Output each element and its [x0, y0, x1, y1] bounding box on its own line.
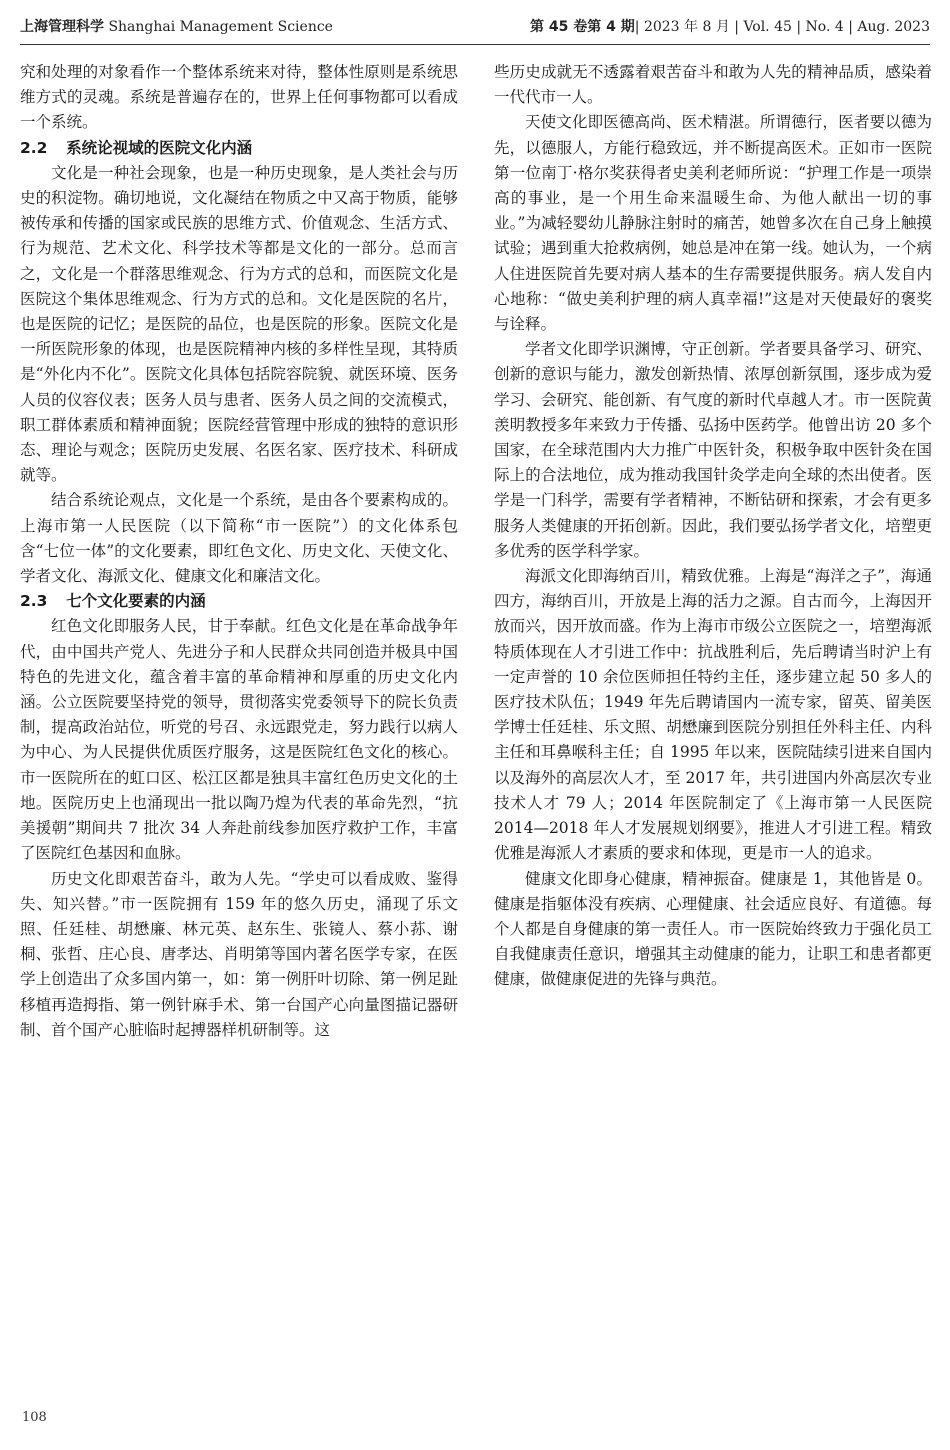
section-number: 2.2: [20, 138, 48, 157]
page-number: 108: [22, 1410, 47, 1425]
paragraph: 天使文化即医德高尚、医术精湛。所谓德行，医者要以德为先，以德服人，方能行稳致远，并不断提高医术。正如市一医院第一位南丁·格尔奖获得者史美利老师所说：“护理工作是一项崇高的事业，是一个用生命来温暖生命、为他人献出一切的事业。”为减轻婴幼儿静脉注射时的痛苦，她曾多次在自己身上触摸试验；遇到重大抢救病例，她总是冲在第一线。她认为，一个病人住进医院首先要对病人基本的生存需要提供服务。病人发自内心地称：“做史美利护理的病人真幸福!”这是对天使最好的褒奖与诠释。: [494, 113, 932, 334]
section-heading-2-2: [20, 136, 458, 161]
journal-name-cn: 上海管理科学: [20, 19, 104, 35]
running-header: [20, 12, 930, 42]
issue-number: 第 45 卷第 4 期: [530, 19, 635, 35]
paragraph: 健康文化即身心健康，精神振奋。健康是 1，其他皆是 0。健康是指躯体没有疾病、心理健康、社会适应良好、有道德。每个人都是自身健康的第一责任人。市一医院始终致力于强化员工自我健康责任意识，增强其主动健康的能力，让职工和患者都更健康，做健康促进的先锋与典范。: [494, 869, 932, 989]
paragraph: 究和处理的对象看作一个整体系统来对待，整体性原则是系统思维方式的灵魂。系统是普遍存在的，世界上任何事物都可以看成一个系统。: [20, 63, 458, 132]
paragraph: 结合系统论观点，文化是一个系统，是由各个要素构成的。上海市第一人民医院（以下简称“市一医院”）的文化体系包含“七位一体”的文化要素，即红色文化、历史文化、天使文化、学者文化、海派文化、健康文化和廉洁文化。: [20, 491, 458, 586]
section-title: 七个文化要素的内涵: [66, 592, 206, 611]
paragraph: 海派文化即海纳百川，精致优雅。上海是“海洋之子”，海通四方，海纳百川，开放是上海的活力之源。自古而今，上海因开放而兴，因开放而盛。作为上海市市级公立医院之一，培塑海派特质体现在人才引进工作中：抗战胜利后，先后聘请当时沪上有一定声誉的 10 余位医师担任特约主任，逐步建立起 50 多人的医疗技术队伍；1949 年先后聘请国内一流专家，留英、留美医学博士任廷桂、乐文照、胡懋廉到医院分别担任外科主任、内科主任和耳鼻喉科主任；自 1995 年以来，医院陆续引进来自国内以及海外的高层次人才，至 2017 年，共引进国内外高层次专业技术人才 79 人；2014 年医院制定了《上海市第一人民医院 2014—2018 年人才发展规划纲要》，推进人才引进工程。精致优雅是海派人才素质的要求和体现，更是市一人的追求。: [494, 567, 932, 863]
section-title: 系统论视域的医院文化内涵: [66, 138, 253, 157]
issue-date: | 2023 年 8 月 | Vol. 45 | No. 4 | Aug. 2023: [634, 19, 930, 35]
left-column: [20, 60, 458, 1043]
header-divider: [20, 44, 930, 45]
journal-name-en: Shanghai Management Science: [108, 19, 333, 35]
journal-title: [20, 12, 333, 42]
paragraph: 红色文化即服务人民，甘于奉献。红色文化是在革命战争年代，由中国共产党人、先进分子和人民群众共同创造并极具中国特色的先进文化，蕴含着丰富的革命精神和厚重的历史文化内涵。公立医院要坚持党的领导，贯彻落实党委领导下的院长负责制，提高政治站位，听党的号召、永远跟党走，努力践行以病人为中心、为人民提供优质医疗服务，这是医院红色文化的核心。市一医院所在的虹口区、松江区都是独具丰富红色历史文化的土地。医院历史上也涌现出一批以陶乃煌为代表的革命先烈，“抗美援朝”期间共 7 批次 34 人奔赴前线参加医疗救护工作，丰富了医院红色基因和血脉。: [20, 617, 458, 863]
paragraph: 学者文化即学识渊博，守正创新。学者要具备学习、研究、创新的意识与能力，激发创新热情、浓厚创新氛围，逐步成为爱学习、会研究、能创新、有气度的新时代卓越人才。市一医院黄羡明教授多年来致力于传播、弘扬中医药学。他曾出访 20 多个国家，在全球范围内大力推广中医针灸，积极争取中医针灸在国际上的合法地位，成为推动我国针灸学走向全球的杰出使者。医学是一门科学，需要有学者精神，不断钻研和探索，才会有更多服务人类健康的开拓创新。因此，我们要弘扬学者文化，培塑更多优秀的医学科学家。: [494, 340, 932, 560]
paragraph: 历史文化即艰苦奋斗，敢为人先。“学史可以看成败、鉴得失、知兴替。”市一医院拥有 159 年的悠久历史，涌现了乐文照、任廷桂、胡懋廉、林元英、赵东生、张镜人、蔡小荪、谢桐、张哲、庄心良、唐孝达、肖明第等国内著名医学专家，在医学上创造出了众多国内第一，如：第一例肝叶切除、第一例足趾移植再造拇指、第一例针麻手术、第一台国产心向量图描记器研制、首个国产心脏临时起搏器样机研制等。这: [20, 869, 458, 1039]
section-heading-2-3: [20, 589, 458, 614]
paragraph: 文化是一种社会现象，也是一种历史现象，是人类社会与历史的积淀物。确切地说，文化凝结在物质之中又高于物质，能够被传承和传播的国家或民族的思维方式、价值观念、生活方式、行为规范、艺术文化、科学技术等都是文化的一部分。总而言之，文化是一个群落思维观念、行为方式的总和，而医院文化是医院这个集体思维观念、行为方式的总和。文化是医院的名片，也是医院的记忆；是医院的品位，也是医院的形象。医院文化是一所医院形象的体现，也是医院精神内核的多样性呈现，其特质是“外化内不化”。医院文化具体包括院容院貌、就医环境、医务人员的仪容仪表；医务人员与患者、医务人员之间的交流模式，职工群体素质和精神面貌；医院经营管理中形成的独特的意识形态、理论与观念；医院历史发展、名医名家、医疗技术、科研成就等。: [20, 163, 458, 485]
paragraph: 些历史成就无不透露着艰苦奋斗和敢为人先的精神品质，感染着一代代市一人。: [494, 63, 932, 107]
issue-info: [530, 12, 930, 42]
section-number: 2.3: [20, 592, 48, 611]
right-column: [494, 60, 932, 993]
